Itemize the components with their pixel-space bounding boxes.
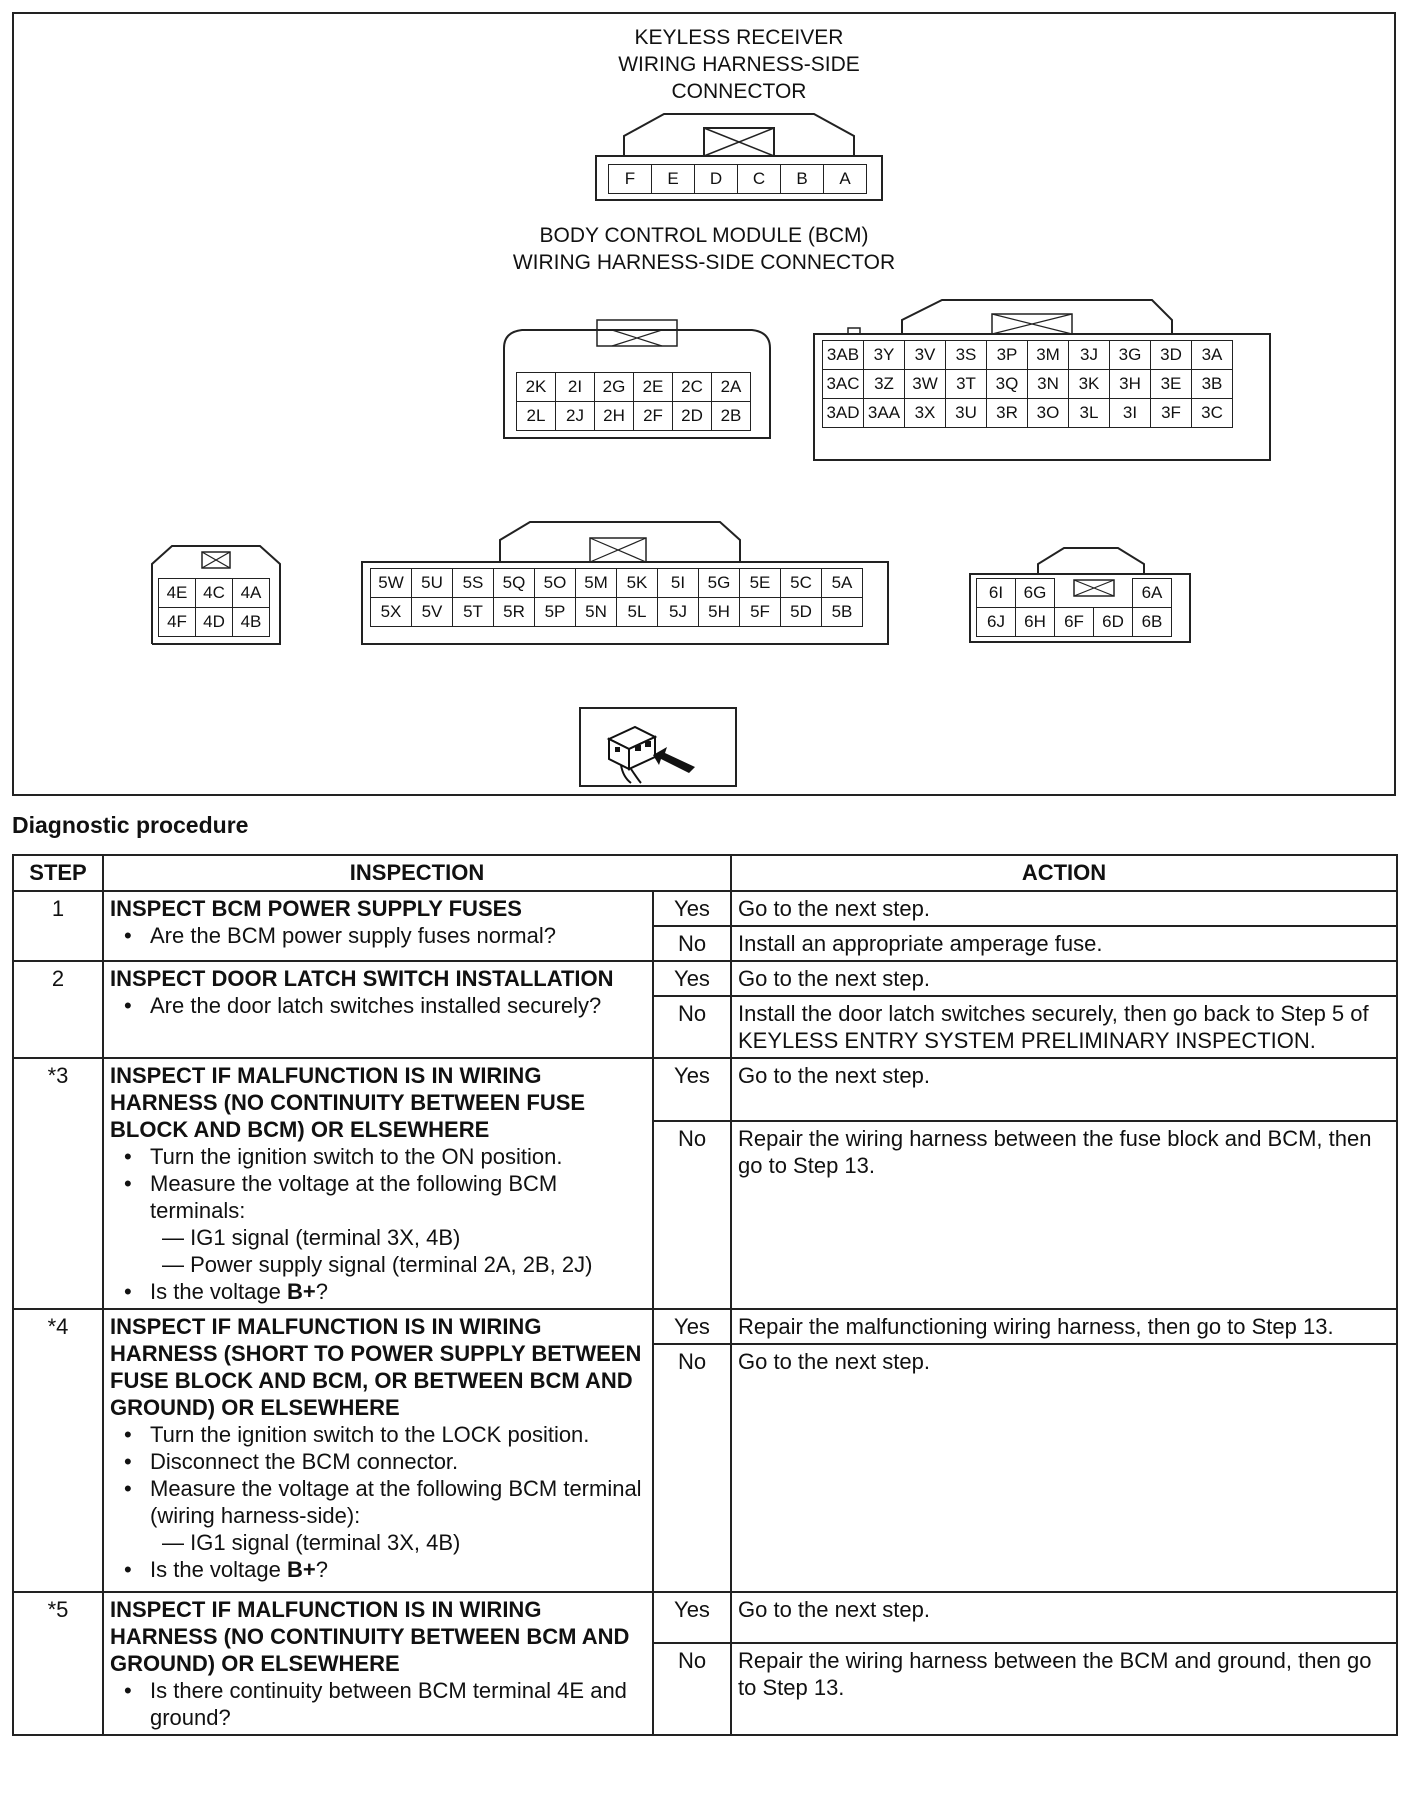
yes-action: Go to the next step.: [731, 891, 1397, 926]
bcm-connector-2: [502, 318, 772, 442]
pin-row: [371, 569, 863, 598]
pin-4B: 4B: [233, 608, 270, 637]
pin-2C: 2C: [673, 373, 712, 402]
pin-2H: 2H: [595, 402, 634, 431]
pin-5M: 5M: [576, 569, 617, 598]
bcm-connector-2-pins: [516, 372, 751, 431]
procedure-title: Diagnostic procedure: [12, 812, 249, 838]
pin-5D: 5D: [781, 598, 822, 627]
pin-6D: 6D: [1094, 608, 1133, 637]
yes-action: Repair the malfunctioning wiring harness, then go to Step 13.: [731, 1309, 1397, 1344]
pin-row: [977, 579, 1172, 608]
no-action: Install an appropriate amperage fuse.: [731, 926, 1397, 961]
step-title: INSPECT IF MALFUNCTION IS IN WIRING HARNESS (SHORT TO POWER SUPPLY BETWEEN FUSE BLOCK AND BCM, OR BETWEEN BCM AND GROUND) OR ELSEWHERE: [110, 1314, 642, 1420]
keyless-label-line1: KEYLESS RECEIVER: [634, 26, 844, 49]
diagnostic-procedure-table: [12, 854, 1398, 1736]
pin-5V: 5V: [412, 598, 453, 627]
pin-5H: 5H: [699, 598, 740, 627]
pin-6F: 6F: [1055, 608, 1094, 637]
step-number: 1: [13, 891, 103, 961]
no-action: Go to the next step.: [731, 1344, 1397, 1592]
step-number: *5: [13, 1592, 103, 1735]
pin-3AD: 3AD: [823, 399, 864, 428]
bcm-connector-3-pins: [822, 340, 1233, 428]
inspection-sub-item: — IG1 signal (terminal 3X, 4B): [162, 1225, 461, 1250]
keyless-pin-F: F: [609, 165, 652, 194]
pin-5B: 5B: [822, 598, 863, 627]
pin-2J: 2J: [556, 402, 595, 431]
no-label: No: [653, 926, 731, 961]
pin-5O: 5O: [535, 569, 576, 598]
pin-3S: 3S: [946, 341, 987, 370]
no-label: No: [653, 1344, 731, 1592]
pin-3E: 3E: [1151, 370, 1192, 399]
inspection-bullet: • Measure the voltage at the following BCM terminals:: [110, 1170, 646, 1224]
bcm-connector-5-pins: [370, 568, 863, 627]
no-label: No: [653, 1121, 731, 1309]
keyless-label-line2: WIRING HARNESS-SIDE: [618, 53, 860, 76]
inspection-sub-item: — IG1 signal (terminal 3X, 4B): [162, 1530, 461, 1555]
pin-3L: 3L: [1069, 399, 1110, 428]
pin-3AC: 3AC: [823, 370, 864, 399]
keyless-pin-D: D: [695, 165, 738, 194]
pin-5I: 5I: [658, 569, 699, 598]
keyless-label-line3: CONNECTOR: [671, 80, 807, 103]
pin-5P: 5P: [535, 598, 576, 627]
pin-4D: 4D: [196, 608, 233, 637]
pin-row: [823, 370, 1233, 399]
pin-6B: 6B: [1133, 608, 1172, 637]
no-label: No: [653, 1643, 731, 1735]
pin-5W: 5W: [371, 569, 412, 598]
pin-2F: 2F: [634, 402, 673, 431]
pin-5J: 5J: [658, 598, 699, 627]
pin-6I: 6I: [977, 579, 1016, 608]
pin-3T: 3T: [946, 370, 987, 399]
bcm-connector-3: [812, 298, 1272, 464]
pin-row: [517, 402, 751, 431]
bullet-text: Is the voltage: [150, 1557, 287, 1582]
step-inspection: [103, 961, 653, 1058]
pin-5U: 5U: [412, 569, 453, 598]
pin-5X: 5X: [371, 598, 412, 627]
pin-5K: 5K: [617, 569, 658, 598]
pin-row: [159, 579, 270, 608]
pin-3D: 3D: [1151, 341, 1192, 370]
pin-2B: 2B: [712, 402, 751, 431]
pin-3B: 3B: [1192, 370, 1233, 399]
bullet-bold: B+: [286, 1557, 316, 1582]
keyless-pin-E: E: [652, 165, 695, 194]
pin-2A: 2A: [712, 373, 751, 402]
pin-5Q: 5Q: [494, 569, 535, 598]
pin-3M: 3M: [1028, 341, 1069, 370]
pin-6J: 6J: [977, 608, 1016, 637]
pin-row: [823, 341, 1233, 370]
step-title: INSPECT IF MALFUNCTION IS IN WIRING HARNESS (NO CONTINUITY BETWEEN FUSE BLOCK AND BCM) OR ELSEWHERE: [110, 1063, 586, 1142]
no-action: Repair the wiring harness between the BCM and ground, then go to Step 13.: [731, 1643, 1397, 1735]
step-inspection: [103, 1058, 653, 1309]
header-step: STEP: [13, 855, 103, 891]
yes-action: Go to the next step.: [731, 1058, 1397, 1121]
table-row: [13, 1058, 1397, 1121]
no-label: No: [653, 996, 731, 1058]
bullet-text-end: ?: [315, 1279, 328, 1304]
table-row: [13, 1592, 1397, 1643]
step-number: *3: [13, 1058, 103, 1309]
table-row: [13, 1309, 1397, 1344]
bcm-connector-label: [464, 222, 944, 276]
pin-6A: 6A: [1133, 579, 1172, 608]
pin-3X: 3X: [905, 399, 946, 428]
inspection-bullet: [110, 1278, 646, 1305]
pin-4F: 4F: [159, 608, 196, 637]
step-title: INSPECT BCM POWER SUPPLY FUSES: [110, 896, 522, 921]
table-row: [13, 961, 1397, 996]
pin-5T: 5T: [453, 598, 494, 627]
pin-3V: 3V: [905, 341, 946, 370]
pin-3G: 3G: [1110, 341, 1151, 370]
pin-row: [517, 373, 751, 402]
pin-3H: 3H: [1110, 370, 1151, 399]
pin-4A: 4A: [233, 579, 270, 608]
bcm-label-line1: BODY CONTROL MODULE (BCM): [539, 224, 869, 247]
keyless-receiver-connector: [594, 106, 884, 206]
step-number: 2: [13, 961, 103, 1058]
pin-3N: 3N: [1028, 370, 1069, 399]
pin-2G: 2G: [595, 373, 634, 402]
pin-row: [823, 399, 1233, 428]
yes-label: Yes: [653, 1309, 731, 1344]
keyless-pin-B: B: [781, 165, 824, 194]
pin-5F: 5F: [740, 598, 781, 627]
inspection-bullet: • Is there continuity between BCM terminal 4E and ground?: [110, 1677, 646, 1731]
pin-5L: 5L: [617, 598, 658, 627]
header-action: ACTION: [731, 855, 1397, 891]
step-number: *4: [13, 1309, 103, 1592]
pin-3P: 3P: [987, 341, 1028, 370]
pin-3A: 3A: [1192, 341, 1233, 370]
pin-4C: 4C: [196, 579, 233, 608]
pin-3J: 3J: [1069, 341, 1110, 370]
pin-row: [159, 608, 270, 637]
keyless-pin-C: C: [738, 165, 781, 194]
pin-3R: 3R: [987, 399, 1028, 428]
bullet-bold: B+: [286, 1279, 316, 1304]
pin-5G: 5G: [699, 569, 740, 598]
table-row: [13, 891, 1397, 926]
pin-5R: 5R: [494, 598, 535, 627]
pin-blank: [1055, 579, 1094, 608]
pin-2L: 2L: [517, 402, 556, 431]
inspection-bullet: • Are the BCM power supply fuses normal?: [110, 922, 646, 949]
inspection-bullet: • Disconnect the BCM connector.: [110, 1448, 646, 1475]
bcm-label-line2: WIRING HARNESS-SIDE CONNECTOR: [512, 251, 896, 274]
step-inspection: [103, 891, 653, 961]
pin-blank: [1094, 579, 1133, 608]
pin-5C: 5C: [781, 569, 822, 598]
bcm-connector-4: [150, 538, 282, 646]
pin-2E: 2E: [634, 373, 673, 402]
inspection-bullet: • Are the door latch switches installed securely?: [110, 992, 646, 1019]
yes-label: Yes: [653, 891, 731, 926]
inspection-bullet: • Measure the voltage at the following BCM terminal (wiring harness-side):: [110, 1475, 646, 1529]
table-header-row: [13, 855, 1397, 891]
inspection-bullet: • Turn the ignition switch to the LOCK position.: [110, 1421, 646, 1448]
step-title: INSPECT IF MALFUNCTION IS IN WIRING HARNESS (NO CONTINUITY BETWEEN BCM AND GROUND) OR ELSEWHERE: [110, 1597, 630, 1676]
pin-3W: 3W: [905, 370, 946, 399]
connector-probe-icon: [579, 707, 737, 787]
keyless-pin-A: A: [824, 165, 867, 194]
pin-row: [371, 598, 863, 627]
step-inspection: [103, 1309, 653, 1592]
yes-label: Yes: [653, 961, 731, 996]
pin-3Q: 3Q: [987, 370, 1028, 399]
pin-5A: 5A: [822, 569, 863, 598]
pin-3F: 3F: [1151, 399, 1192, 428]
no-action: Install the door latch switches securely, then go back to Step 5 of KEYLESS ENTRY SYSTEM PRELIMINARY INSPECTION.: [731, 996, 1397, 1058]
keyless-receiver-label: [574, 24, 904, 105]
pin-5S: 5S: [453, 569, 494, 598]
bullet-text: Is the voltage: [150, 1279, 287, 1304]
pin-4E: 4E: [159, 579, 196, 608]
pin-2D: 2D: [673, 402, 712, 431]
bcm-connector-4-pins: [158, 578, 270, 637]
no-action: Repair the wiring harness between the fuse block and BCM, then go to Step 13.: [731, 1121, 1397, 1309]
yes-label: Yes: [653, 1058, 731, 1121]
step-title: INSPECT DOOR LATCH SWITCH INSTALLATION: [110, 966, 614, 991]
pin-6H: 6H: [1016, 608, 1055, 637]
bcm-connector-6: [968, 546, 1192, 646]
pin-3AA: 3AA: [864, 399, 905, 428]
pin-3O: 3O: [1028, 399, 1069, 428]
pin-3C: 3C: [1192, 399, 1233, 428]
connector-diagram: [12, 12, 1396, 796]
pin-5N: 5N: [576, 598, 617, 627]
yes-action: Go to the next step.: [731, 1592, 1397, 1643]
header-inspection: INSPECTION: [103, 855, 731, 891]
pin-6G: 6G: [1016, 579, 1055, 608]
step-inspection: [103, 1592, 653, 1735]
inspection-sub-item: — Power supply signal (terminal 2A, 2B, 2J): [162, 1252, 593, 1277]
pin-3U: 3U: [946, 399, 987, 428]
bcm-connector-6-pins: [976, 578, 1172, 637]
pin-2K: 2K: [517, 373, 556, 402]
bcm-connector-5: [360, 520, 890, 648]
pin-3K: 3K: [1069, 370, 1110, 399]
bullet-text-end: ?: [315, 1557, 328, 1582]
pin-3Y: 3Y: [864, 341, 905, 370]
pin-5E: 5E: [740, 569, 781, 598]
pin-3AB: 3AB: [823, 341, 864, 370]
inspection-bullet: [110, 1556, 646, 1583]
yes-action: Go to the next step.: [731, 961, 1397, 996]
pin-3I: 3I: [1110, 399, 1151, 428]
pin-2I: 2I: [556, 373, 595, 402]
inspection-bullet: • Turn the ignition switch to the ON position.: [110, 1143, 646, 1170]
pin-row: [977, 608, 1172, 637]
yes-label: Yes: [653, 1592, 731, 1643]
pin-3Z: 3Z: [864, 370, 905, 399]
